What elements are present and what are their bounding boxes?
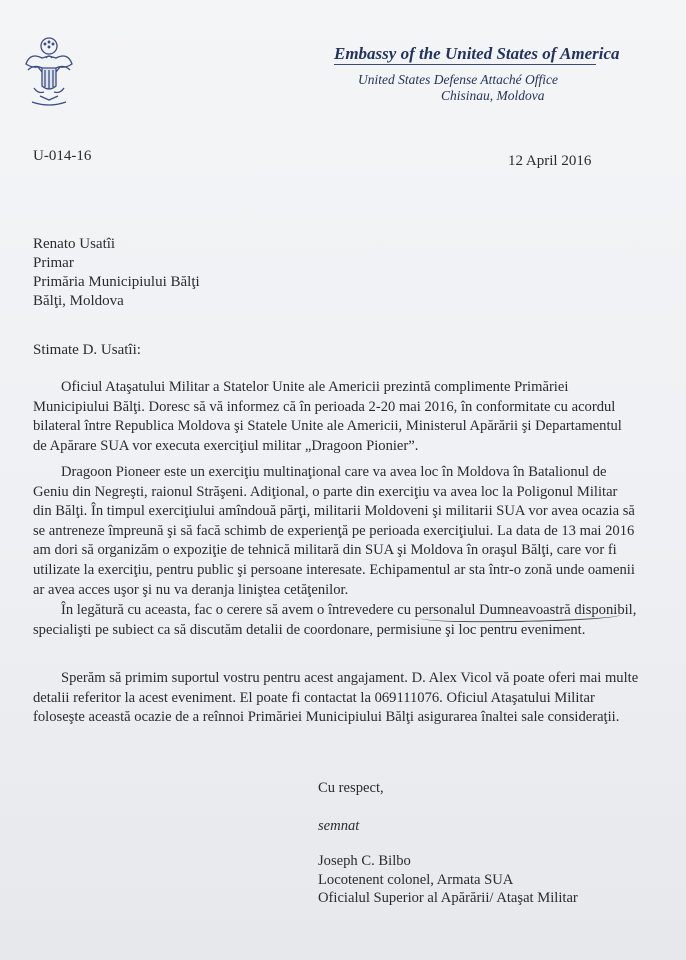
signatory-rank: Locotenent colonel, Armata SUA [318,871,514,888]
letterhead-rule [334,64,596,65]
signed-note: semnat [318,818,360,834]
us-great-seal-icon [20,34,78,108]
signatory-name: Joseph C. Bilbo [318,853,411,869]
letter-date: 12 April 2016 [508,153,592,169]
recipient-name: Renato Usatîi [33,236,116,252]
closing: Cu respect, [318,780,384,796]
recipient-organization: Primăria Municipiului Bălţi [33,274,200,290]
recipient-location: Bălţi, Moldova [33,293,124,309]
recipient-title: Primar [33,255,74,271]
paragraph-3: În legătură cu aceasta, fac o cerere să avem o întrevedere cu personalul Dumneavoastră disponibil, specialişti pe subiect ca să discutăm detalii de coordonare, permisiune şi loc pentru eveniment. [33,602,637,638]
office-city: Chisinau, Moldova [441,88,545,103]
paragraph-1: Oficiul Ataşatului Militar a Statelor Unite ale Americii prezintă complimente Primăriei Municipiului Bălţi. Doresc să vă informez că în perioada 2-20 mai 2016, în conformitate cu acordul bilateral între Republica Moldova şi Statele Unite ale Americii, Ministerul Apărării şi Departamentul de Apărare SUA vor executa exerciţiul militar „Dragoon Pionier”. [33,379,622,454]
recipient-address [33,235,200,311]
salutation: Stimate D. Usatîi: [33,342,141,358]
reference-number: U-014-16 [33,148,92,164]
signatory-block [318,852,578,908]
signatory-position: Oficialul Superior al Apărării/ Ataşat Militar [318,890,578,906]
paragraph-4: Sperăm să primim suportul vostru pentru acest angajament. D. Alex Vicol vă poate oferi mai multe detalii referitor la acest eveniment. El poate fi contactat la 069111076. Oficiul Ataşatului Militar foloseşte această ocazie de a reînnoi Primăriei Municipiului Bălţi asigurarea înaltei sale consideraţii. [33,670,639,726]
paragraph-2: Dragoon Pioneer este un exerciţiu multinaţional care va avea loc în Moldova în Batalionul de Geniu din Negreşti, raionul Străşeni. Adiţional, o parte din exerciţiu va avea loc la Poligonul Militar din Bălţi. În timpul exerciţiului amîndouă părţi, militarii Moldoveni şi militarii SUA vor avea ocazia să se antreneze împreună şi să facă schimb de experienţă pe perioada exerciţiului. La data de 13 mai 2016 am dori să organizăm o expoziţie de tehnică militară din SUA şi Moldova în oraşul Bălţi, care vor fi utilizate la exerciţiu, pentru public şi persoane interesate. Echipamentul ar sta într-o zonă unde oamenii ar avea acces uşor şi nu va deranja liniştea cetăţenilor. [33,464,635,598]
office-name: United States Defense Attaché Office [358,72,558,87]
embassy-title: Embassy of the United States of America [334,44,620,63]
